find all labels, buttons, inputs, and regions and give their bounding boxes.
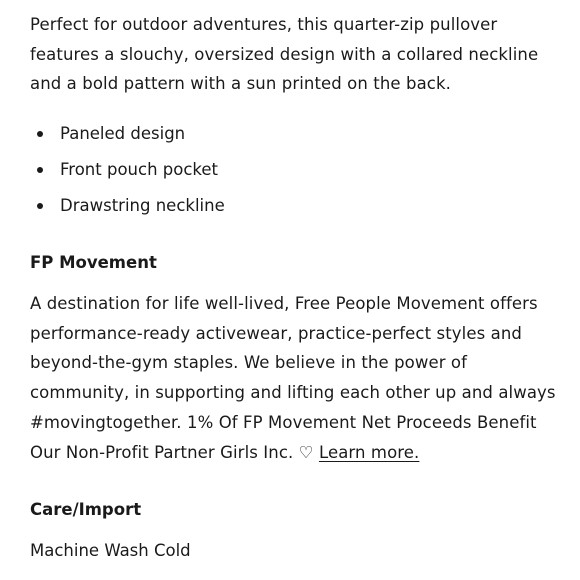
- bullet-icon: [37, 131, 43, 137]
- list-item: [30, 116, 225, 152]
- product-description: Perfect for outdoor adventures, this quarter-zip pullover features a slouchy, oversized design with a collared neckline and a bold pattern with a sun printed on the back.: [30, 15, 539, 94]
- section-heading-care-import: Care/Import: [30, 500, 142, 519]
- list-item: [30, 188, 225, 224]
- feature-label: Front pouch pocket: [60, 160, 219, 179]
- learn-more-link[interactable]: Learn more.: [318, 442, 420, 462]
- fp-movement-body: A destination for life well-lived, Free People Movement offers performance-ready activewear, practice-perfect styles and beyond-the-gym staples. We believe in the power of community, in supporting and lifting each other up and always #movingtogether. 1% Of FP Movement Net Proceeds Benefit Our Non-Profit Partner Girls Inc. ♡: [30, 294, 556, 462]
- bullet-icon: [37, 203, 43, 209]
- feature-label: Drawstring neckline: [60, 196, 225, 215]
- list-item: [30, 152, 225, 188]
- feature-list: [30, 116, 225, 224]
- fp-movement-description: [30, 289, 570, 467]
- feature-label: Paneled design: [60, 124, 186, 143]
- care-instructions: Machine Wash Cold: [30, 541, 191, 560]
- section-heading-fp-movement: FP Movement: [30, 253, 157, 272]
- bullet-icon: [37, 167, 43, 173]
